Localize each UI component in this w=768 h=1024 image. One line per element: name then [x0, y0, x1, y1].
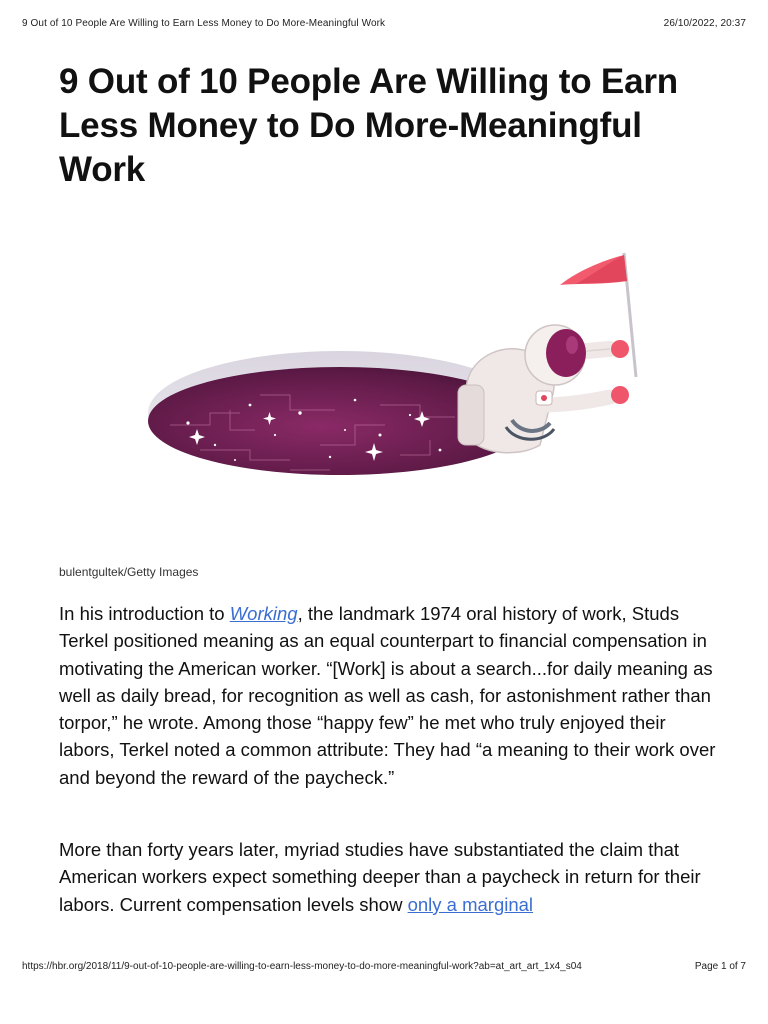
only-a-marginal-link[interactable]: only a marginal: [407, 893, 534, 915]
astronaut-planting-flag-icon: [140, 245, 660, 495]
article-headline: 9 Out of 10 People Are Willing to Earn Less Money to Do More-Meaningful Work: [59, 62, 678, 189]
paragraph-text: In his introduction to: [59, 603, 230, 624]
article-paragraph: [59, 600, 719, 791]
paragraph-text: More than forty years later, myriad studies have substantiated the claim that American workers expect something deeper than a paycheck in return for their labors. Current compensation levels show: [59, 839, 701, 915]
print-header-datetime: 26/10/2022, 20:37: [663, 18, 746, 29]
hero-illustration: [140, 245, 660, 495]
print-footer-page-number: Page 1 of 7: [694, 961, 746, 972]
paragraph-text: , the landmark 1974 oral history of work, Studs Terkel positioned meaning as an equal counterpart to financial compensation in motivating the American worker. “[Work] is about a search...for daily meaning as well as daily bread, for recognition as well as cash, for astonishment rather than torpor,” he wrote. Among those “happy few” he met who truly enjoyed their labors, Terkel noted a common attribute: They had “a meaning to their work over and beyond the reward of the paycheck.”: [59, 603, 716, 788]
article-paragraph: [59, 836, 719, 918]
image-credit: bulentgultek/Getty Images: [59, 565, 199, 579]
working-book-link[interactable]: Working: [229, 603, 298, 624]
print-header-title: 9 Out of 10 People Are Willing to Earn Less Money to Do More-Meaningful Work: [22, 18, 386, 29]
print-header: [22, 18, 746, 29]
print-footer: [22, 961, 746, 972]
print-footer-url: https://hbr.org/2018/11/9-out-of-10-people-are-willing-to-earn-less-money-to-do-more-meaningful-work?ab=at_art_art_1x4_s04: [22, 961, 582, 972]
